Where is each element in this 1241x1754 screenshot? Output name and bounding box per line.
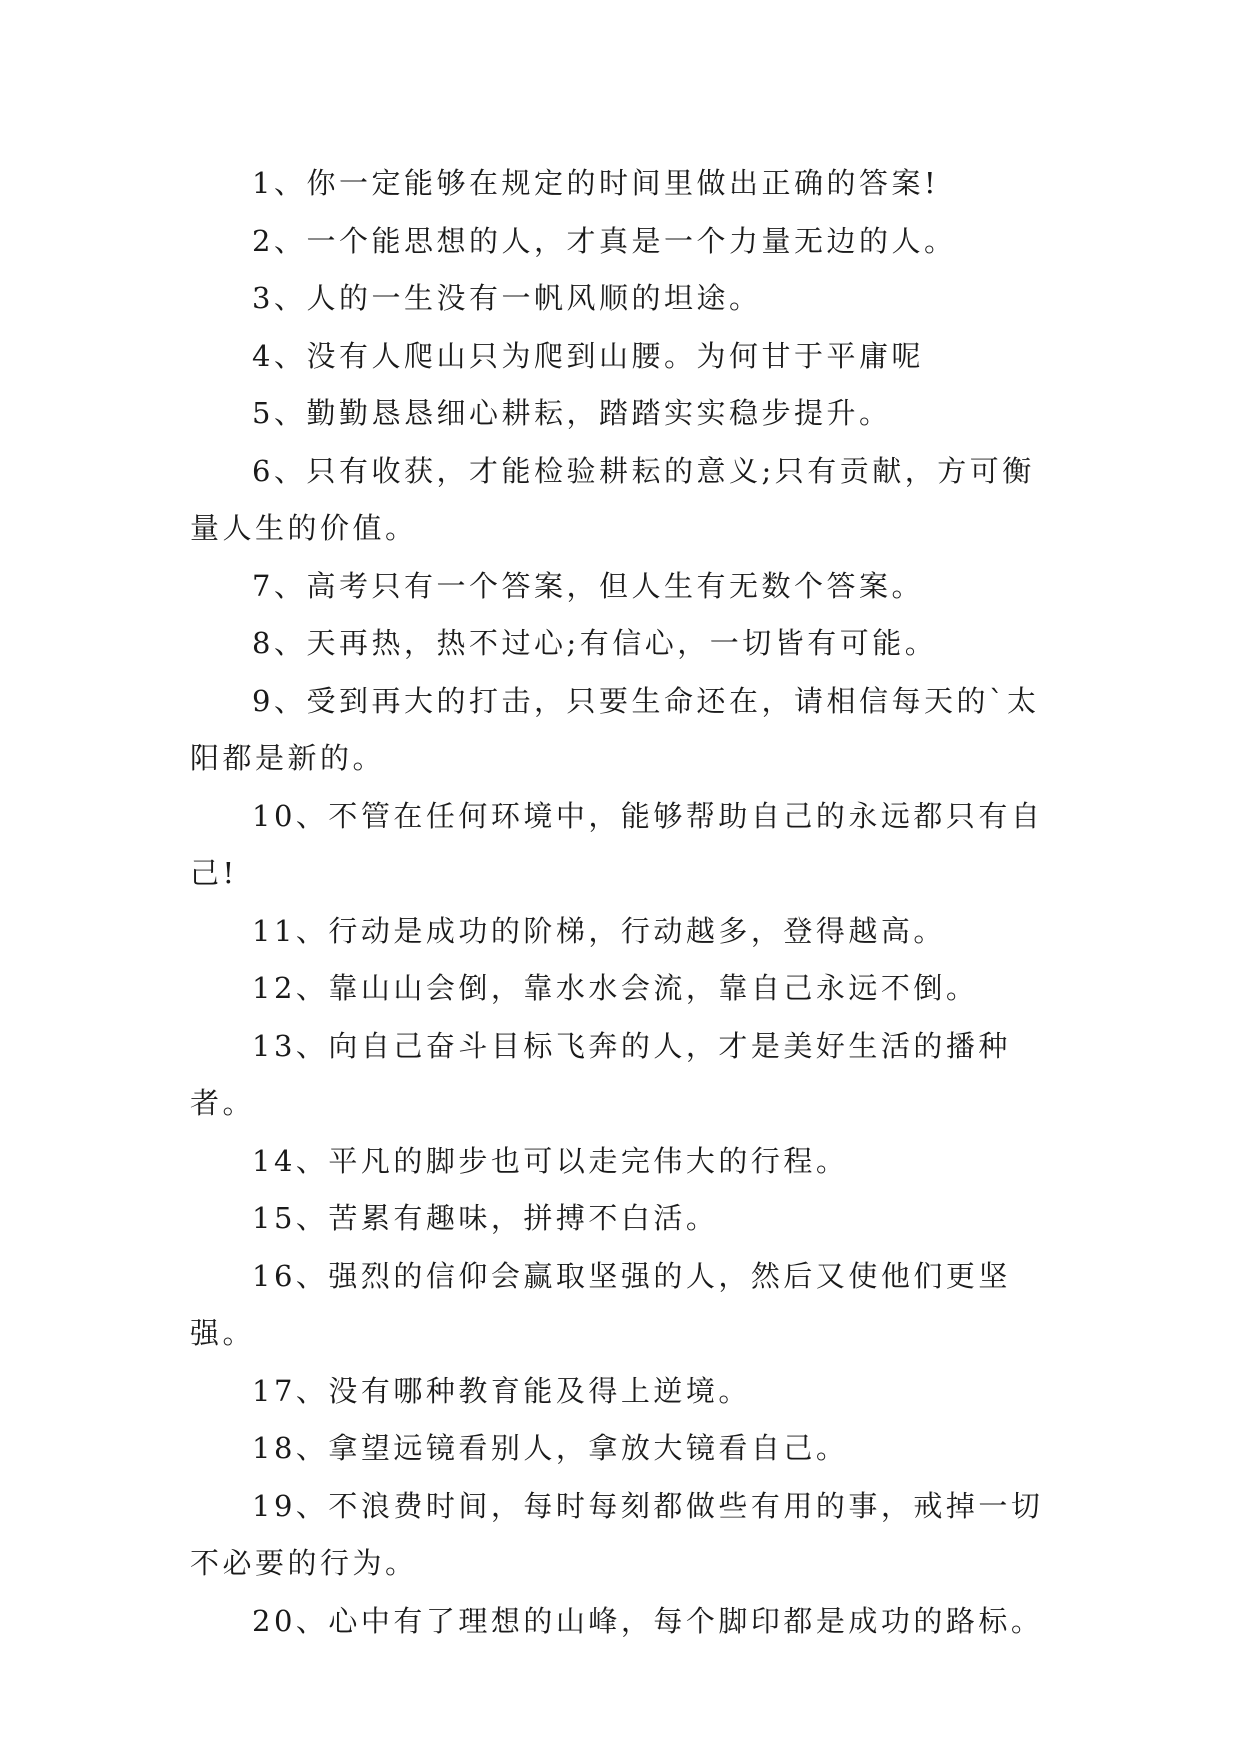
quote-paragraph-4: 4、没有人爬山只为爬到山腰。为何甘于平庸呢 bbox=[252, 338, 924, 373]
quote-paragraph-14: 14、平凡的脚步也可以走完伟大的行程。 bbox=[252, 1143, 849, 1178]
quote-paragraph-10: 10、不管在任何环境中，能够帮助自己的永远都只有自己! bbox=[190, 798, 1044, 890]
quote-paragraph-13: 13、向自己奋斗目标飞奔的人，才是美好生活的播种者。 bbox=[190, 1028, 1011, 1120]
quote-paragraph-6: 6、只有收获，才能检验耕耘的意义;只有贡献，方可衡量人生的价值。 bbox=[190, 453, 1035, 545]
quote-paragraph-18: 18、拿望远镜看别人，拿放大镜看自己。 bbox=[252, 1431, 849, 1465]
quote-paragraph-7: 7、高考只有一个答案，但人生有无数个答案。 bbox=[252, 568, 924, 603]
quote-paragraph-9: 9、受到再大的打击，只要生命还在，请相信每天的`太阳都是新的。 bbox=[190, 683, 1040, 775]
quote-paragraph-17: 17、没有哪种教育能及得上逆境。 bbox=[252, 1373, 751, 1408]
quote-paragraph-5: 5、勤勤恳恳细心耕耘，踏踏实实稳步提升。 bbox=[252, 396, 892, 430]
quote-paragraph-20: 20、心中有了理想的山峰，每个脚印都是成功的路标。 bbox=[252, 1603, 1044, 1638]
quote-paragraph-3: 3、人的一生没有一帆风顺的坦途。 bbox=[252, 281, 762, 315]
quote-paragraph-11: 11、行动是成功的阶梯，行动越多，登得越高。 bbox=[252, 913, 946, 948]
quote-paragraph-8: 8、天再热，热不过心;有信心，一切皆有可能。 bbox=[252, 626, 938, 660]
quote-paragraph-19: 19、不浪费时间，每时每刻都做些有用的事，戒掉一切不必要的行为。 bbox=[190, 1488, 1044, 1580]
quote-paragraph-1: 1、你一定能够在规定的时间里做出正确的答案! bbox=[252, 166, 940, 200]
quote-paragraph-16: 16、强烈的信仰会赢取坚强的人，然后又使他们更坚强。 bbox=[190, 1258, 1011, 1350]
quote-paragraph-12: 12、靠山山会倒，靠水水会流，靠自己永远不倒。 bbox=[252, 971, 979, 1005]
quote-paragraph-15: 15、苦累有趣味，拼搏不白活。 bbox=[252, 1201, 719, 1235]
quote-paragraph-2: 2、一个能思想的人，才真是一个力量无边的人。 bbox=[252, 223, 957, 258]
document-body bbox=[190, 155, 1060, 1650]
